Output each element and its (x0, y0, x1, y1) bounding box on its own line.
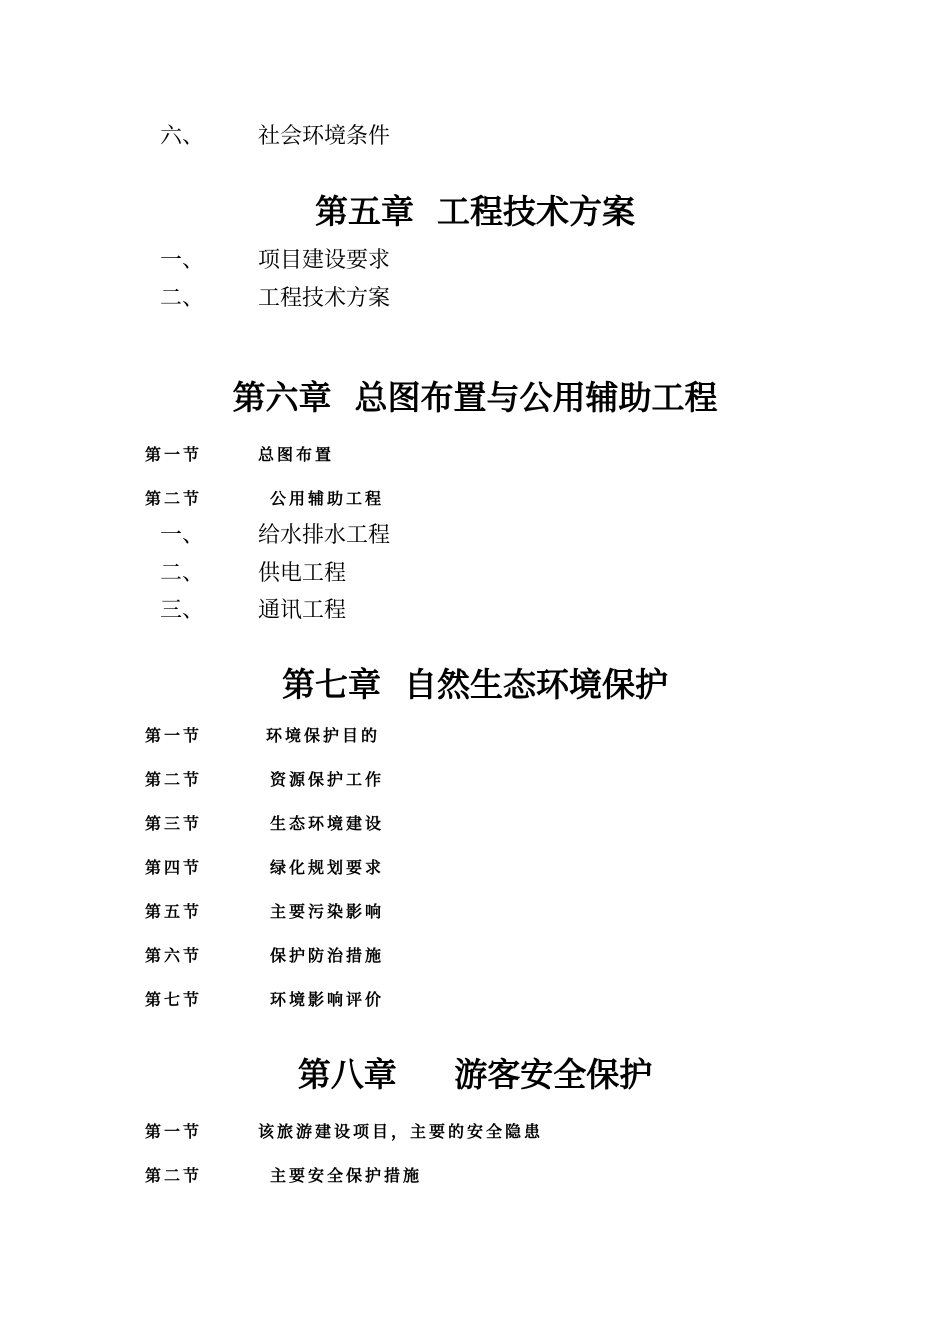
item-number: 一、 (160, 248, 205, 273)
chapter-7-heading: 第七章 自然生态环境保护 (282, 665, 668, 704)
chapter-6-heading: 第六章 总图布置与公用辅助工程 (232, 378, 718, 417)
section-number: 第二节 (145, 770, 203, 789)
chapter-8-heading: 第八章 游客安全保护 (297, 1055, 653, 1094)
item-label: 供电工程 (258, 561, 347, 586)
section-label: 公用辅助工程 (270, 489, 385, 508)
section-number: 第四节 (145, 858, 203, 877)
item-label: 工程技术方案 (258, 286, 391, 311)
item-label: 社会环境条件 (258, 124, 391, 149)
item-label: 通讯工程 (258, 598, 347, 623)
section-label: 资源保护工作 (270, 770, 385, 789)
chapter-5-heading: 第五章 工程技术方案 (315, 192, 635, 231)
section-number: 第六节 (145, 946, 203, 965)
section-label: 环境保护目的 (266, 726, 381, 745)
section-label: 总图布置 (258, 445, 335, 464)
section-number: 第五节 (145, 902, 203, 921)
item-label: 项目建设要求 (258, 248, 391, 273)
item-number: 二、 (160, 286, 205, 311)
section-number: 第一节 (145, 726, 203, 745)
section-label: 该旅游建设项目，主要的安全隐患 (258, 1122, 544, 1141)
item-number: 三、 (160, 598, 205, 623)
section-number: 第一节 (145, 1122, 203, 1141)
item-number: 二、 (160, 561, 205, 586)
item-number: 一、 (160, 523, 205, 548)
section-number: 第七节 (145, 990, 203, 1009)
section-label: 保护防治措施 (270, 946, 385, 965)
item-label: 给水排水工程 (258, 523, 391, 548)
item-number: 六、 (160, 124, 205, 149)
section-label: 生态环境建设 (270, 814, 385, 833)
section-number: 第一节 (145, 445, 203, 464)
section-number: 第二节 (145, 1166, 203, 1185)
section-label: 绿化规划要求 (270, 858, 385, 877)
section-number: 第三节 (145, 814, 203, 833)
section-label: 环境影响评价 (270, 990, 385, 1009)
section-label: 主要安全保护措施 (270, 1166, 423, 1185)
section-number: 第二节 (145, 489, 203, 508)
section-label: 主要污染影响 (270, 902, 385, 921)
